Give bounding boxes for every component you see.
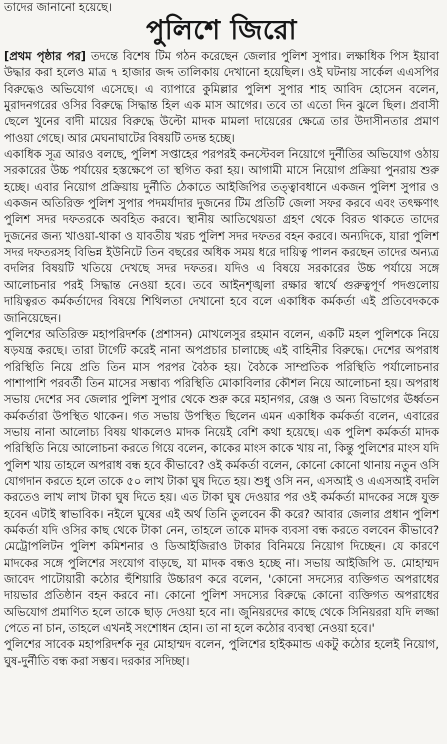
- article-body: [4, 48, 439, 669]
- article-paragraph: পুলিশের সাবেক মহাপরিদর্শক নূর মোহাম্মদ বলেন, পুলিশের হাইকমান্ড একটু কঠোর হলেই নিয়োগ, ঘুষ-দুর্নীতি বন্ধ করা সম্ভব। দরকার সদিচ্ছা।: [4, 637, 439, 668]
- article-headline: পুলিশে জিরো: [146, 15, 297, 46]
- paragraph-text: তদন্তে বিশেষ টিম গঠন করেছেন জেলার পুলিশ সুপার। লক্ষাধিক পিস ইয়াবা উদ্ধার করা হলেও মাত্র ৭ হাজার জব্দ তালিকায় দেখানো হয়েছিল। ওই ঘটনায় সার্কেল এএসপির বিরুদ্ধেও অভিযোগ এসেছে। এ ব্যাপারে কুমিল্লার পুলিশ সুপার শাহ আবিদ হোসেন বলেন, মুরাদনগরের ওসির বিরুদ্ধে সিদ্ধান্ত হিল এক মাস আগের। তবে তা এতো দিন ঝুলে ছিল। প্রবাসী ছেলে খুনের বাদী মায়ের বিরুদ্ধে উল্টো মাদক মামলা দায়েরের ক্ষেত্রে তার উদাসীনতার প্রমাণ পাওয়া গেছে। আর মেঘনাঘাটের বিষয়টি তদন্ত হচ্ছে।: [4, 49, 439, 145]
- continuation-marker: [প্রথম পৃষ্ঠার পর]: [4, 49, 87, 63]
- article-paragraph: [4, 48, 439, 146]
- previous-article-tail: তাদের জানানো হয়েছে।: [4, 0, 113, 14]
- article-paragraph: পুলিশের অতিরিক্ত মহাপরিদর্শক (প্রশাসন) মোখলেসুর রহমান বলেন, একটি মহল পুলিশকে নিয়ে ষড়যন্ত্র করছে। তারা টার্গেট করেই নানা অপপ্রচার চালাচ্ছে এই বাহিনীর বিরুদ্ধে। দেশের অপরাধ পরিস্থিতি নিয়ে প্রতি তিন মাস পরপর বৈঠক হয়। বৈঠকে সাম্প্রতিক পরিস্থিতি পর্যালোচনার পাশাপাশি পরবর্তী তিন মাসের সম্ভাব্য পরিস্থিতি মোকাবিলার কৌশল নিয়ে আলোচনা হয়। অপরাধ সভায় দেশের সব জেলার পুলিশ সুপার থেকে শুরু করে মহানগর, রেঞ্জ ও অন্য বিভাগের ঊর্ধ্বতন কর্মকর্তারা উপস্থিত থাকেন। গত সভায় উপস্থিত ছিলেন এমন একাধিক কর্মকর্তা বলেন, এবারের সভায় নানা আলোচ্য বিষয় থাকলেও মাদক নিয়েই বেশি কথা হয়েছে। এক পুলিশ কর্মকর্তা মাদক পরিস্থিতি নিয়ে আলোচনা করতে গিয়ে বলেন, কাকের মাংস কাকে খায় না, কিন্তু পুলিশের মাংস যদি পুলিশ খায় তাহলে অপরাধ বন্ধ হবে কীভাবে? ওই কর্মকর্তা বলেন, কোনো কোনো থানায় নতুন ওসি যোগদান করতে হলে তাকে ৫০ লাখ টাকা ঘুষ দিতে হয়। শুধু ওসি নন, এসআই ও এএসআই বদলি করতেও লাখ লাখ টাকা ঘুষ দিতে হয়। এত টাকা ঘুষ দেওয়ার পর ওই কর্মকর্তা মাদকের সঙ্গে যুক্ত হবেন এটাই স্বাভাবিক। নইলে ঘুষের এই অর্থ তিনি তুলবেন কী করে? আবার জেলার প্রধান পুলিশ কর্মকর্তা যদি ওসির কাছ থেকে টাকা নেন, তাহলে তাকে মাদক ব্যবসা বন্ধ করতে বলবেন কীভাবে? মেট্রোপলিটন পুলিশ কমিশনার ও ডিআইজিরাও টাকার বিনিময়ে নিয়োগ দিচ্ছেন। যে কারণে মাদকের সঙ্গে পুলিশের সংযোগ বাড়ছে, যা মাদক বন্ধও হচ্ছে না। সভায় আইজিপি ড. মোহাম্মদ জাবেদ পাটোয়ারী কঠোর হুঁশিয়ারি উচ্চারণ করে বলেন, 'কোনো সদস্যের ব্যক্তিগত অপরাধের দায়ভার প্রতিষ্ঠান বহন করবে না। কোনো পুলিশ সদস্যের বিরুদ্ধে কোনো ব্যক্তিগত অপরাধের অভিযোগ প্রমাণিত হলে তাকে ছাড় দেওয়া হবে না। জুনিয়রদের কাছে থেকে সিনিয়ররা যদি লজ্জা পেতে না চান, তাহলে এখনই সংশোধন হোন। তা না হলে কঠোর ব্যবস্থা নেওয়া হবে।': [4, 326, 439, 636]
- article-paragraph: একাধিক সূত্র আরও বলছে, পুলিশ সপ্তাহের পরপরই কনস্টেবল নিয়োগে দুর্নীতির অভিযোগ ওঠায় সরকারের উচ্চ পর্যায়ের হস্তক্ষেপে তা স্থগিত করা হয়। আগামী মাসে নিয়োগ প্রক্রিয়া পুনরায় শুরু হচ্ছে। এবার নিয়োগ প্রক্রিয়ায় দুর্নীতি ঠেকাতে আইজিপির তত্ত্বাবধানে একজন পুলিশ সুপার ও একজন অতিরিক্ত পুলিশ সুপার পদমর্যাদার দুজনের টিম প্রতিটি জেলা সফর করবে এবং তৎক্ষণাৎ পুলিশ সদর দফতরকে অবহিত করবে। স্থানীয় আতিথেয়তা গ্রহণ থেকে বিরত থাকতে তাদের দুজনের জন্য খাওয়া-থাকা ও যাবতীয় খরচ পুলিশ সদর দফতর বহন করবে। অন্যদিকে, যারা পুলিশ সদর দফতরসহ বিভিন্ন ইউনিটে তিন বছরের অধিক সময় ধরে দায়িত্ব পালন করছেন তাদের অন্যত্র বদলির বিষয়টি খতিয়ে দেখছে সদর দফতর। যদিও এ বিষয়ে সরকারের উচ্চ পর্যায়ে সঙ্গে আলোচনার পরই সিদ্ধান্ত নেওয়া হবে। তবে আইনশৃঙ্খলা রক্ষার স্বার্থে গুরুত্বপূর্ণ পদগুলোয় দায়িত্বরত কর্মকর্তাদের বিষয়ে শিথিলতা দেখানো হবে বলে একাধিক কর্মকর্তা এই প্রতিবেদককে জানিয়েছেন।: [4, 147, 439, 325]
